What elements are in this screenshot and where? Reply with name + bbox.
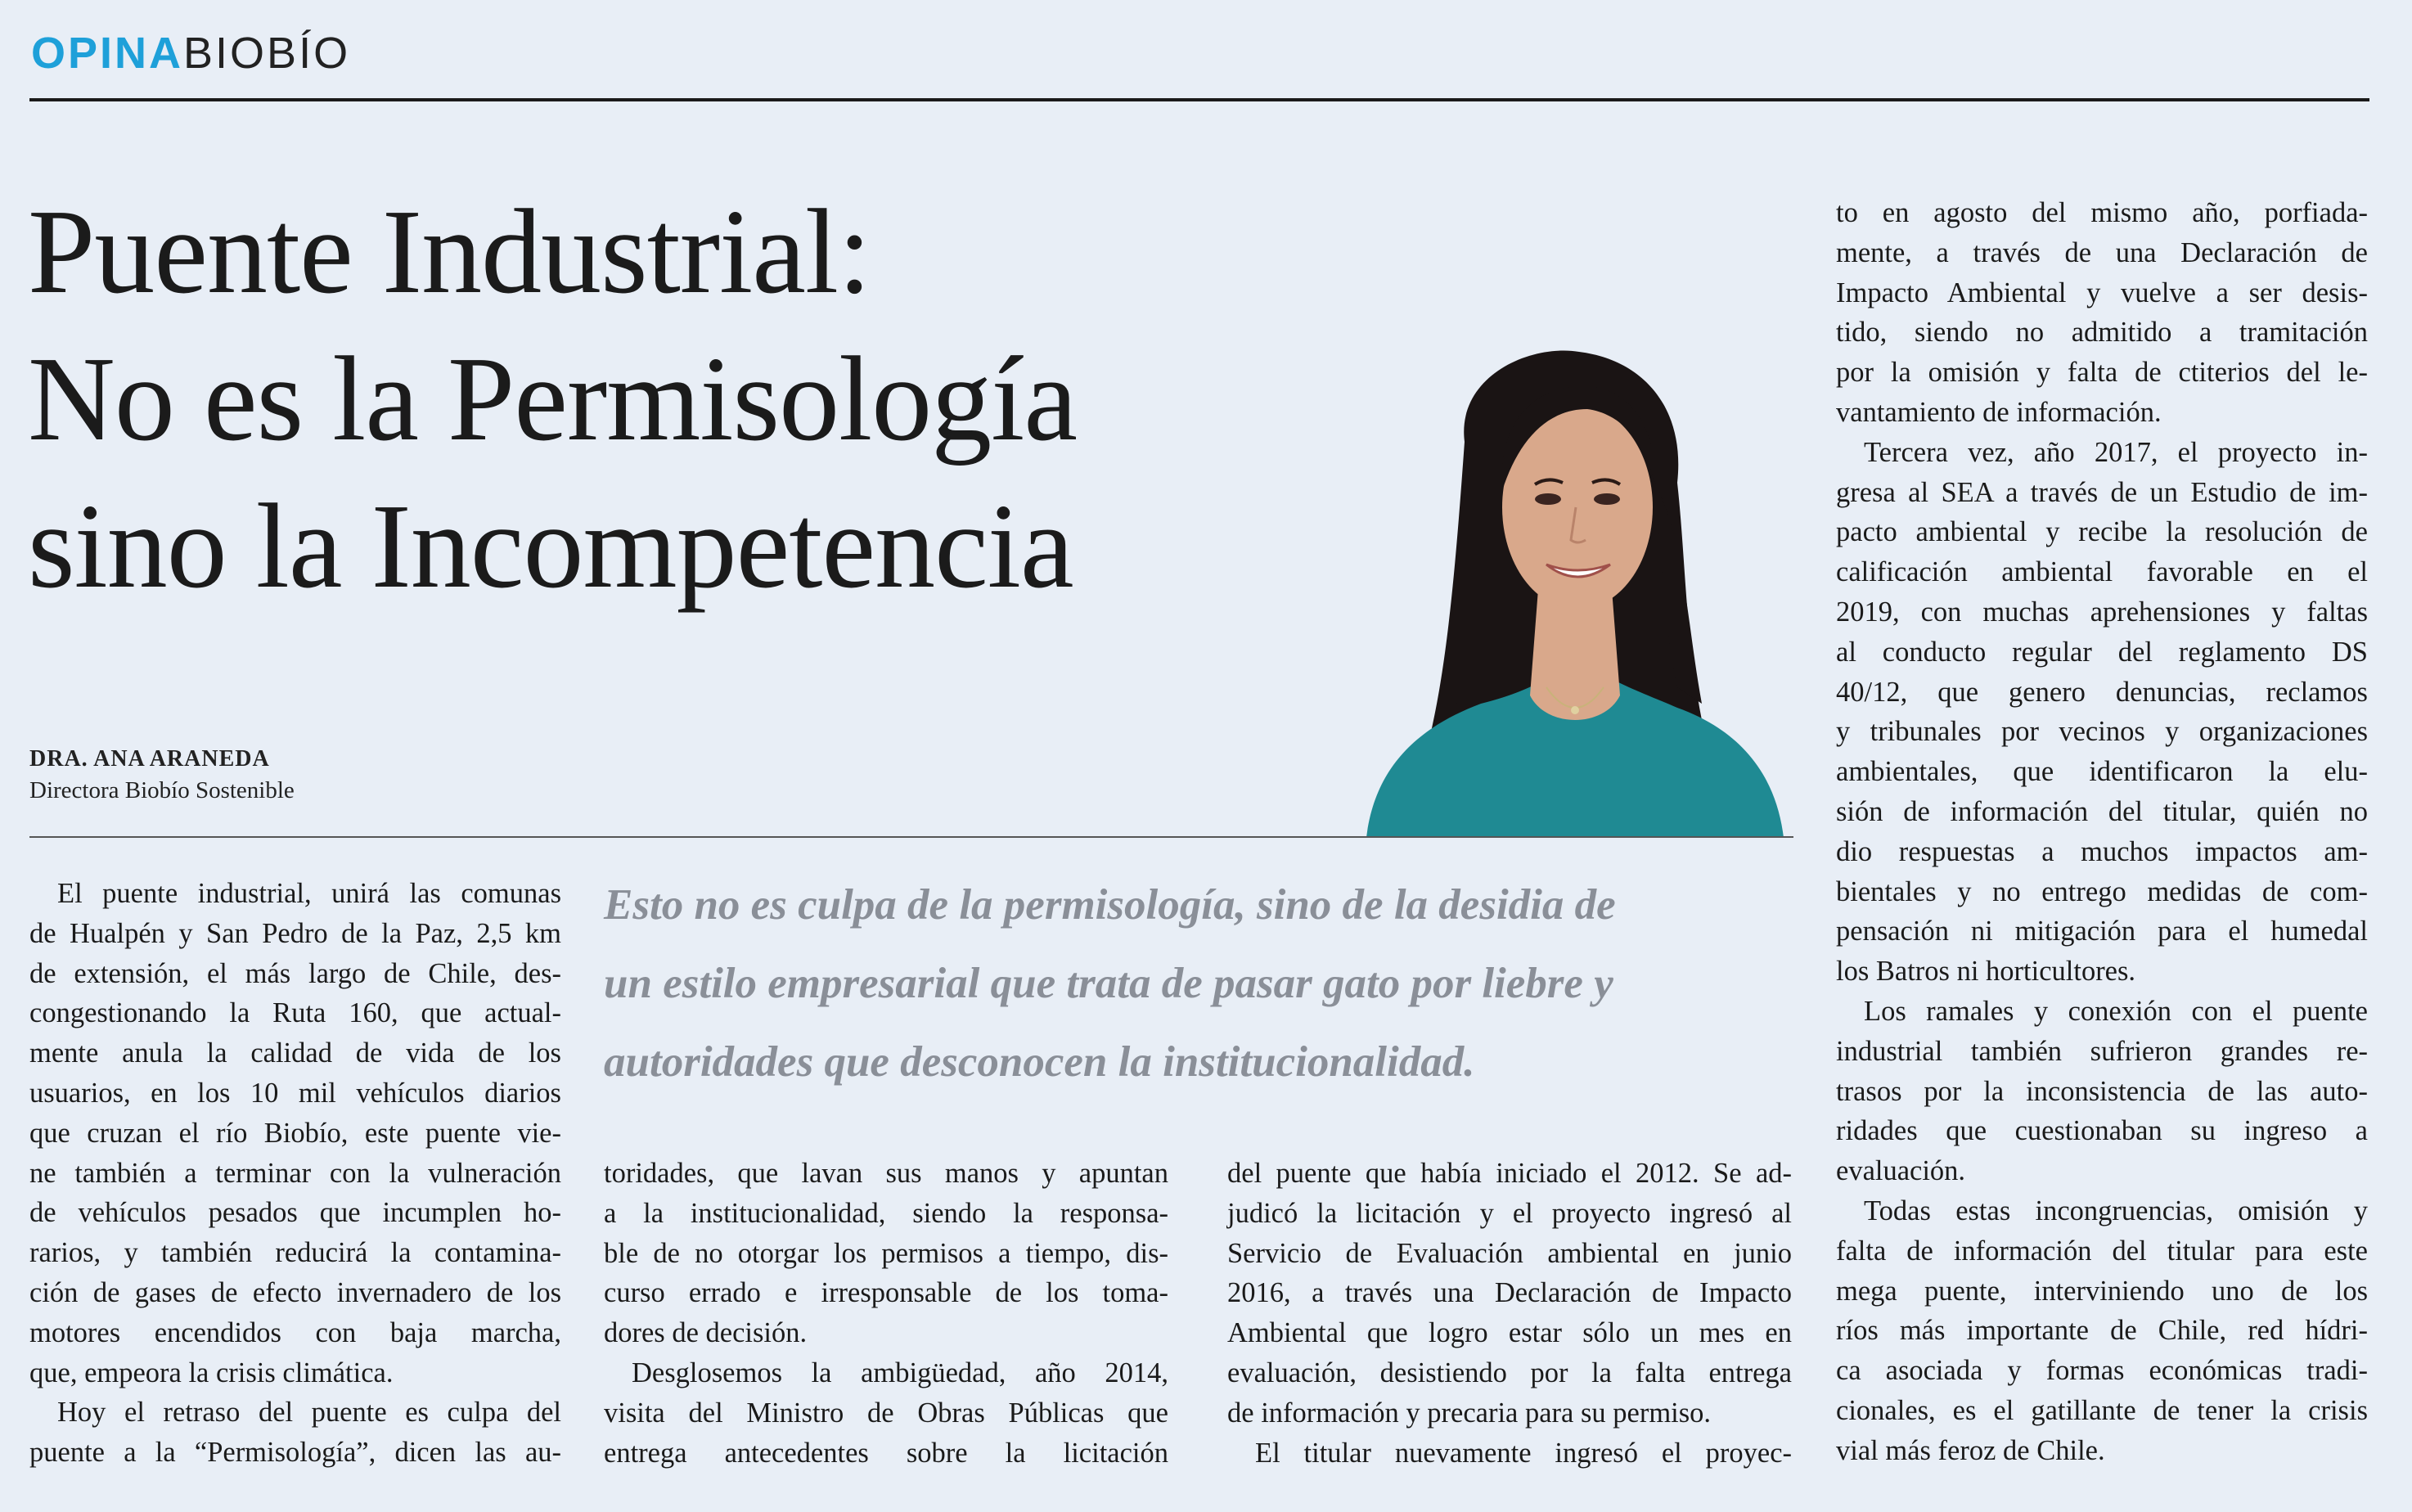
text-line: gresa al SEA a través de un Estudio de im- (1836, 476, 2368, 508)
text-line: trasos por la inconsistencia de las auto- (1836, 1075, 2368, 1107)
text-line: El puente industrial, unirá las comunas (57, 878, 561, 909)
headline-line: No es la Permisología (28, 332, 1078, 466)
text-line: judicó la licitación y el proyecto ingresó al (1227, 1197, 1792, 1229)
text-column-2 (604, 1154, 1168, 1473)
text-line: vantamiento de información. (1836, 396, 2162, 428)
text-line: Tercera vez, año 2017, el proyecto in- (1864, 436, 2368, 468)
headline-line: sino la Incompetencia (28, 479, 1073, 614)
text-line: Desglosemos la ambigüedad, año 2014, (632, 1357, 1168, 1388)
text-line: de información y precaria para su permiso. (1227, 1397, 1712, 1429)
text-line: pensación ni mitigación para el humedal (1836, 916, 2368, 947)
text-line: usuarios, en los 10 mil vehículos diarios (29, 1077, 561, 1109)
text-line: mente, a través de una Declaración de (1836, 236, 2368, 268)
text-line: bientales y no entrego medidas de com- (1836, 875, 2368, 907)
text-line: ble de no otorgar los permisos a tiempo, dis- (604, 1237, 1168, 1269)
author-role: Directora Biobío Sostenible (29, 777, 295, 803)
text-line: 2019, con muchas aprehensiones y faltas (1836, 596, 2368, 628)
text-line: cionales, es el gatillante de tener la crisis (1836, 1394, 2368, 1426)
text-line: dores de decisión. (604, 1317, 808, 1349)
text-line: pacto ambiental y recibe la resolución de (1836, 516, 2368, 548)
text-column-3 (1227, 1154, 1792, 1473)
text-line: del puente que había iniciado el 2012. Se ad- (1227, 1158, 1792, 1189)
text-line: Los ramales y conexión con el puente (1864, 995, 2368, 1027)
pull-quote-line: un estilo empresarial que trata de pasar gato por liebre y (604, 960, 1613, 1007)
text-line: que, empeora la crisis climática. (29, 1357, 394, 1388)
text-line: falta de información del titular para este (1836, 1235, 2368, 1267)
top-rule (29, 98, 2369, 101)
pull-quote (604, 866, 1782, 1101)
text-line: ción de gases de efecto invernadero de los (29, 1276, 561, 1308)
text-line: visita del Ministro de Obras Públicas que (604, 1397, 1168, 1429)
text-line: Ambiental que logro estar sólo un mes en (1227, 1317, 1792, 1349)
text-line: to en agosto del mismo año, porfiada- (1836, 197, 2368, 228)
text-line: sión de información del titular, quién no (1836, 795, 2368, 827)
text-line: congestionando la Ruta 160, que actual- (29, 997, 561, 1029)
text-line: por la omisión y falta de ctiterios del le- (1836, 357, 2368, 389)
text-line: El titular nuevamente ingresó el proyec- (1255, 1437, 1792, 1469)
text-line: toridades, que lavan sus manos y apuntan (604, 1158, 1168, 1189)
text-column-4 (1836, 193, 2368, 1471)
text-line: puente a la “Permisología”, dicen las au- (29, 1437, 561, 1469)
text-line: de Hualpén y San Pedro de la Paz, 2,5 km (29, 917, 561, 949)
text-line: 40/12, que genero denuncias, reclamos (1836, 676, 2368, 708)
pull-quote-line: autoridades que desconocen la institucionalidad. (604, 1038, 1475, 1086)
text-line: ca asociada y formas económicas tradi- (1836, 1355, 2368, 1387)
text-line: a la institucionalidad, siendo la responsa- (604, 1197, 1168, 1229)
text-line: los Batros ni horticultores. (1836, 956, 2136, 988)
text-line: mente anula la calidad de vida de los (29, 1037, 561, 1069)
text-line: que cruzan el río Biobío, este puente vie- (29, 1117, 561, 1149)
text-line: dio respuestas a muchos impactos am- (1836, 835, 2368, 867)
author-name: DRA. ANA ARANEDA (29, 746, 270, 772)
text-line: evaluación. (1836, 1155, 1966, 1187)
text-line: industrial también sufrieron grandes re- (1836, 1035, 2368, 1067)
text-line: ambientales, que identificaron la elu- (1836, 756, 2368, 788)
text-line: evaluación, desistiendo por la falta entrega (1227, 1357, 1792, 1388)
text-line: y tribunales por vecinos y organizaciones (1836, 716, 2368, 748)
text-line: motores encendidos con baja marcha, (29, 1316, 561, 1348)
pull-quote-line: Esto no es culpa de la permisología, sino de la desidia de (604, 881, 1616, 929)
masthead-name: BIOBÍO (183, 29, 351, 78)
text-line: curso errado e irresponsable de los toma- (604, 1277, 1168, 1309)
text-line: mega puente, interviniendo uno de los (1836, 1275, 2368, 1307)
masthead-accent: OPINA (31, 29, 184, 78)
text-line: Servicio de Evaluación ambiental en junio (1227, 1237, 1792, 1269)
text-line: ne también a terminar con la vulneración (29, 1157, 561, 1189)
portrait-illustration (1342, 344, 1800, 838)
text-column-1 (29, 874, 561, 1473)
headline-line: Puente Industrial: (28, 185, 871, 319)
author-portrait (1342, 344, 1800, 838)
text-line: de extensión, el más largo de Chile, des- (29, 957, 561, 989)
text-line: rarios, y también reducirá la contamina- (29, 1237, 561, 1269)
text-line: 2016, a través una Declaración de Impacto (1227, 1277, 1792, 1309)
text-line: ríos más importante de Chile, red hídri- (1836, 1315, 2368, 1347)
text-line: Impacto Ambiental y vuelve a ser desis- (1836, 277, 2368, 308)
text-line: tido, siendo no admitido a tramitación (1836, 317, 2368, 349)
text-line: entrega antecedentes sobre la licitación (604, 1437, 1168, 1469)
text-line: de vehículos pesados que incumplen ho- (29, 1197, 561, 1229)
section-rule (29, 836, 1793, 838)
text-line: ridades que cuestionaban su ingreso a (1836, 1115, 2368, 1147)
headline (28, 178, 1337, 620)
text-line: Todas estas incongruencias, omisión y (1864, 1195, 2368, 1226)
text-line: Hoy el retraso del puente es culpa del (57, 1397, 561, 1429)
text-line: vial más feroz de Chile. (1836, 1434, 2105, 1466)
text-line: al conducto regular del reglamento DS (1836, 636, 2368, 668)
text-line: calificación ambiental favorable en el (1836, 556, 2368, 588)
masthead (31, 25, 350, 82)
